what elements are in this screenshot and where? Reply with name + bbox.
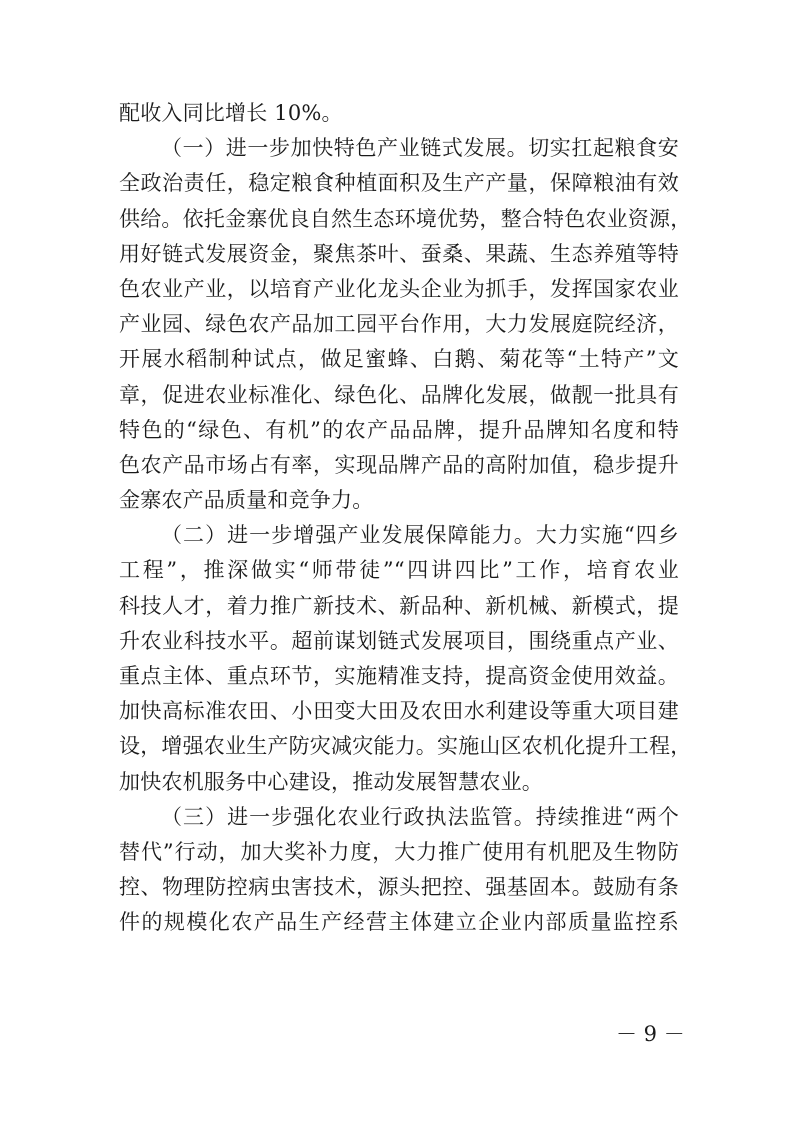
paragraph-2-heading-line: （二）进一步增强产业发展保障能力。大力实施“四乡: [161, 523, 679, 548]
text-line: 件的规模化农产品生产经营主体建立企业内部质量监控系: [119, 910, 679, 935]
paragraph-3-heading-line: （三）进一步强化农业行政执法监管。持续推进“两个: [161, 804, 679, 829]
body-text: [119, 96, 692, 941]
text-line: 科技人才，着力推广新技术、新品种、新机械、新模式，提: [119, 593, 679, 618]
text-line: 金寨农产品质量和竞争力。: [119, 488, 374, 513]
text-line: 色农产品市场占有率，实现品牌产品的高附加值，稳步提升: [119, 452, 679, 477]
text-line: 重点主体、重点环节，实施精准支持，提高资金使用效益。: [119, 664, 679, 688]
paragraph-1-heading-line: （一）进一步加快特色产业链式发展。切实扛起粮食安: [161, 136, 679, 161]
text-line: 开展水稻制种试点，做足蜜蜂、白鹅、菊花等“土特产”文: [119, 347, 679, 372]
page-number: － 9 －: [616, 1022, 685, 1046]
text-line: 设，增强农业生产防灾减灾能力。实施山区农机化提升工程，: [119, 734, 692, 759]
text-line: 控、物理防控病虫害技术，源头把控、强基固本。鼓励有条: [119, 875, 679, 900]
text-line: 加快高标准农田、小田变大田及农田水利建设等重大项目建: [119, 699, 679, 724]
text-line: 升农业科技水平。超前谋划链式发展项目，围绕重点产业、: [119, 628, 679, 653]
text-line: 配收入同比增长 10%。: [119, 101, 343, 125]
text-line: 特色的“绿色、有机”的农产品品牌，提升品牌知名度和特: [119, 417, 679, 442]
text-line: 用好链式发展资金，聚焦茶叶、蚕桑、果蔬、生态养殖等特: [119, 241, 679, 266]
text-line: 章，促进农业标准化、绿色化、品牌化发展，做靓一批具有: [119, 382, 679, 407]
text-line: 全政治责任，稳定粮食种植面积及生产产量，保障粮油有效: [119, 171, 679, 196]
text-line: 加快农机服务中心建设，推动发展智慧农业。: [119, 769, 543, 794]
text-line: 色农业产业，以培育产业化龙头企业为抓手，发挥国家农业: [119, 276, 679, 301]
text-line: 工程”，推深做实“师带徒”“四讲四比”工作，培育农业: [119, 558, 679, 583]
text-line: 替代”行动，加大奖补力度，大力推广使用有机肥及生物防: [119, 839, 679, 864]
text-line: 供给。依托金寨优良自然生态环境优势，整合特色农业资源，: [119, 206, 692, 231]
text-line: 产业园、绿色农产品加工园平台作用，大力发展庭院经济，: [119, 312, 679, 337]
